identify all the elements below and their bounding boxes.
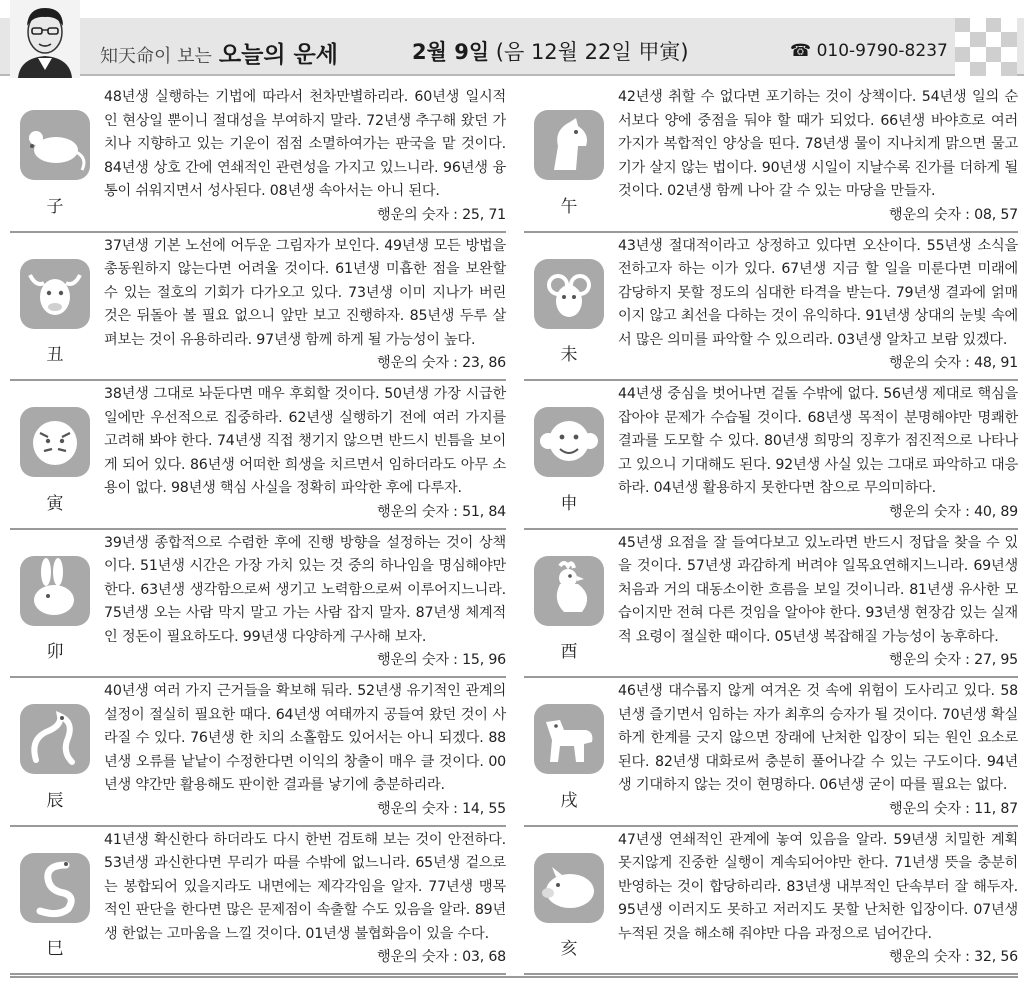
column-title (100, 36, 338, 69)
lucky-number-value: 32, 56 (974, 949, 1018, 966)
horse-icon (530, 106, 608, 184)
lucky-number-label: 행운의 숫자 : (377, 503, 463, 520)
fortune-body: 41년생 확신한다 하더라도 다시 한번 검토해 보는 것이 안전하다. 53년생 과신한다면 무리가 따를 수밖에 없느니라. 65년생 겉으로는 봉합되어 있을지라도 내면에는 제각각임을 알자. 77년생 맹목적인 판단을 한다면 많은 문제점이 속출할 수도 있음을 알라. 89년생 한없는 고마움을 느낄 것이다. 01년생 불협화음이 있을 수다. (104, 831, 506, 942)
lucky-number (369, 204, 506, 228)
lucky-number-label: 행운의 숫자 : (377, 949, 463, 966)
zodiac-entry-rooster (524, 530, 1018, 679)
lucky-number (881, 501, 1018, 525)
lucky-number-value: 14, 55 (462, 800, 506, 817)
lunar-date: (음 12월 22일 甲寅) (495, 40, 689, 64)
lucky-number (369, 946, 506, 970)
lucky-number-value: 51, 84 (462, 503, 506, 520)
zodiac-hanja: 子 (46, 196, 64, 217)
zodiac-hanja: 戌 (560, 790, 578, 811)
page-header (0, 0, 1024, 80)
fortune-text (104, 829, 506, 971)
checker-pattern-decoration (955, 18, 1017, 76)
lucky-number (881, 204, 1018, 228)
zodiac-column-right (524, 84, 1018, 975)
snake-icon (16, 849, 94, 927)
fortune-body: 44년생 중심을 벗어나면 겉돌 수밖에 없다. 56년생 제대로 핵심을 잡아야 문제가 수습될 것이다. 68년생 목적이 분명해야만 명쾌한 결과를 도모할 수 있다. 80년생 희망의 징후가 점진적으로 나타나고 있으니 기대해도 된다. 92년생 사실 있는 그대로 파악하고 대응하라. 04년생 활용하지 못한다면 참으로 무의미하다. (618, 386, 1018, 497)
zodiac-entry-sheep (524, 233, 1018, 382)
lucky-number-label: 행운의 숫자 : (377, 355, 463, 372)
fortune-body: 42년생 취할 수 없다면 포기하는 것이 상책이다. 54년생 일의 순서보다 양에 중점을 둬야 할 때가 되었다. 66년생 바야흐로 여러 가지가 복합적인 양상을 띤다. 78년생 물이 지나치게 맑으면 물고기가 살지 않는 법이다. 90년생 시일이 지날수록 진가를 더하게 될 것이다. 02년생 함께 나아 갈 수 있는 마당을 만들자. (618, 89, 1018, 200)
zodiac-hanja: 午 (560, 196, 578, 217)
column-subtitle: 知天命이 보는 (100, 46, 212, 67)
fortune-body: 38년생 그대로 놔둔다면 매우 후회할 것이다. 50년생 가장 시급한 일에만 우선적으로 집중하라. 62년생 실행하기 전에 여러 가지를 고려해 봐야 한다. 74년생 직접 챙기지 않으면 반드시 빈틈을 보이게 되어 있다. 86년생 어떠한 희생을 치르면서 임하더라도 아무 소용이 없다. 98년생 핵심 사실을 정확히 파악한 후에 다루자. (104, 386, 506, 497)
fortune-text (104, 680, 506, 822)
fortune-body: 48년생 실행하는 기법에 따라서 천차만별하리라. 60년생 일시적인 현상일 뿐이니 절대성을 부여하지 말라. 72년생 추구해 왔던 가치나 지향하고 있는 기운이 점점 소멸하여가는 판국을 맡 것이다. 84년생 상호 간에 연쇄적인 관련성을 가지고 있느니라. 96년생 융통이 쉬워지면서 성사된다. 08년생 속아서는 아니 된다. (104, 89, 506, 200)
fortune-body: 43년생 절대적이라고 상정하고 있다면 오산이다. 55년생 소식을 전하고자 하는 이가 있다. 67년생 지금 할 일을 미룬다면 미래에 감당하지 못할 정도의 심대한 타격을 받는다. 79년생 결과에 얽매이지 않고 최선을 다하는 것이 유익하다. 91년생 상대의 눈빛 속에서 많은 의미를 파악할 수 있으리라. 03년생 알차고 보람 있겠다. (618, 237, 1018, 348)
monkey-icon (530, 403, 608, 481)
zodiac-entry-rabbit (10, 530, 506, 679)
lucky-number-label: 행운의 숫자 : (889, 206, 975, 223)
zodiac-column-left (10, 84, 506, 975)
zodiac-hanja: 寅 (46, 493, 64, 514)
dragon-icon (16, 700, 94, 778)
ox-icon (16, 255, 94, 333)
lucky-number-label: 행운의 숫자 : (889, 503, 975, 520)
column-date (412, 36, 689, 66)
lucky-number-label: 행운의 숫자 : (889, 949, 975, 966)
zodiac-hanja: 未 (560, 345, 578, 365)
fortune-text (104, 86, 506, 228)
rabbit-icon (16, 552, 94, 630)
lucky-number-label: 행운의 숫자 : (377, 800, 463, 817)
fortune-text (618, 829, 1018, 971)
lucky-number-value: 27, 95 (974, 652, 1018, 669)
phone-number: ☎ 010-9790-8237 (790, 41, 948, 61)
zodiac-entry-pig (524, 827, 1018, 976)
lucky-number (369, 352, 506, 376)
zodiac-entry-ox (10, 233, 506, 382)
rat-icon (16, 106, 94, 184)
lucky-number-value: 40, 89 (974, 503, 1018, 520)
lucky-number-label: 행운의 숫자 : (889, 652, 975, 669)
fortune-text (104, 532, 506, 674)
lucky-number (369, 501, 506, 525)
fortune-text (618, 86, 1018, 228)
lucky-number (881, 352, 1018, 376)
lucky-number (369, 798, 506, 822)
zodiac-entry-tiger (10, 381, 506, 530)
zodiac-hanja: 亥 (560, 939, 578, 959)
fortune-text (618, 235, 1018, 377)
sheep-icon (530, 255, 608, 333)
fortune-body: 40년생 여러 가지 근거들을 확보해 둬라. 52년생 유기적인 관계의 설정이 절실히 필요한 때다. 64년생 여태까지 공들여 왔던 것이 사라질 수 있다. 76년생 한 치의 소홀함도 있어서는 아니 되겠다. 88년생 오류를 낱낱이 수정한다면 이익의 창출이 매우 클 것이다. 00년생 약간만 활용해도 판이한 결과를 낳기에 충분하리라. (104, 683, 506, 794)
lucky-number (369, 649, 506, 673)
lucky-number-value: 48, 91 (974, 355, 1018, 372)
fortune-text (618, 383, 1018, 525)
fortune-body: 37년생 기본 노선에 어두운 그림자가 보인다. 49년생 모든 방법을 총동원하지 않는다면 어려울 것이다. 61년생 미흡한 점을 보완할 수 있는 절호의 기회가 다가오고 있다. 73년생 이미 지나가 버린 것은 뒤돌아 볼 필요 없으니 앞만 보고 진행하자. 85년생 두루 살펴보는 것이 유용하리라. 97년생 함께 하게 될 가능성이 높다. (104, 237, 506, 348)
zodiac-entry-monkey (524, 381, 1018, 530)
column-main-title: 오늘의 운세 (218, 42, 338, 68)
lucky-number (881, 649, 1018, 673)
fortune-body: 45년생 요점을 잘 들여다보고 있노라면 반드시 정답을 찾을 수 있을 것이다. 57년생 과감하게 버려야 일목요연해지느니라. 69년생 처음과 거의 대동소이한 흐름을 보일 것이니라. 81년생 유사한 모습이지만 전혀 다른 것임을 알아야 한다. 93년생 현장감 있는 실재적 요령이 절실한 때이다. 05년생 복잡해질 가능성이 농후하다. (618, 534, 1018, 645)
fortune-body: 46년생 대수롭지 않게 여겨온 것 속에 위험이 도사리고 있다. 58년생 즐기면서 임하는 자가 최후의 승자가 될 것이다. 70년생 확실하게 한계를 긋지 않으면 장래에 난처한 입장이 되는 원인 요소로 된다. 82년생 대화로써 충분히 풀어나갈 수 있는 구도이다. 94년생 기대하지 않는 것이 현명하다. 06년생 굳이 따를 필요는 없다. (618, 683, 1018, 794)
fortune-text (104, 383, 506, 525)
lucky-number-value: 25, 71 (462, 206, 506, 223)
lucky-number (881, 946, 1018, 970)
lucky-number-value: 15, 96 (462, 652, 506, 669)
zodiac-hanja: 申 (560, 493, 578, 514)
lucky-number-value: 23, 86 (462, 355, 506, 372)
tiger-icon (16, 403, 94, 481)
zodiac-hanja: 丑 (46, 345, 64, 365)
columnist-portrait (10, 0, 80, 78)
bottom-divider (10, 976, 1018, 978)
lucky-number-label: 행운의 숫자 : (889, 800, 975, 817)
solar-date: 2월 9일 (412, 40, 490, 64)
zodiac-entry-rat (10, 84, 506, 233)
fortune-body: 39년생 종합적으로 수렴한 후에 진행 방향을 설정하는 것이 상책이다. 51년생 시간은 가장 가치 있는 것 중의 하나임을 명심해야만 한다. 63년생 생각함으로써 생기고 노력함으로써 이루어지느니라. 75년생 오는 사람 막지 말고 가는 사람 잡지 말자. 87년생 체계적인 정돈이 필요하도다. 99년생 다양하게 구사해 보자. (104, 534, 506, 645)
rooster-icon (530, 552, 608, 630)
fortune-text (618, 680, 1018, 822)
zodiac-hanja: 辰 (46, 790, 64, 811)
zodiac-hanja: 巳 (46, 939, 64, 959)
fortune-text (104, 235, 506, 377)
pig-icon (530, 849, 608, 927)
zodiac-entry-snake (10, 827, 506, 976)
lucky-number-value: 03, 68 (462, 949, 506, 966)
lucky-number-label: 행운의 숫자 : (377, 206, 463, 223)
lucky-number-label: 행운의 숫자 : (889, 355, 975, 372)
dog-icon (530, 700, 608, 778)
lucky-number (881, 798, 1018, 822)
zodiac-hanja: 酉 (560, 642, 578, 662)
fortune-text (618, 532, 1018, 674)
zodiac-entry-dog (524, 678, 1018, 827)
zodiac-hanja: 卯 (46, 642, 64, 662)
lucky-number-value: 08, 57 (974, 206, 1018, 223)
fortune-body: 47년생 연쇄적인 관계에 놓여 있음을 알라. 59년생 치밀한 계획 못지않게 진중한 실행이 계속되어야만 한다. 71년생 뜻을 충분히 반영하는 것이 합당하리라. 83년생 내부적인 단속부터 잘 해두자. 95년생 이러지도 못하고 저러지도 못할 난처한 입장이다. 07년생 누적된 것을 해소해 줘야만 다음 과정으로 넘어간다. (618, 831, 1018, 942)
lucky-number-label: 행운의 숫자 : (377, 652, 463, 669)
zodiac-entry-dragon (10, 678, 506, 827)
zodiac-entry-horse (524, 84, 1018, 233)
lucky-number-value: 11, 87 (974, 800, 1018, 817)
